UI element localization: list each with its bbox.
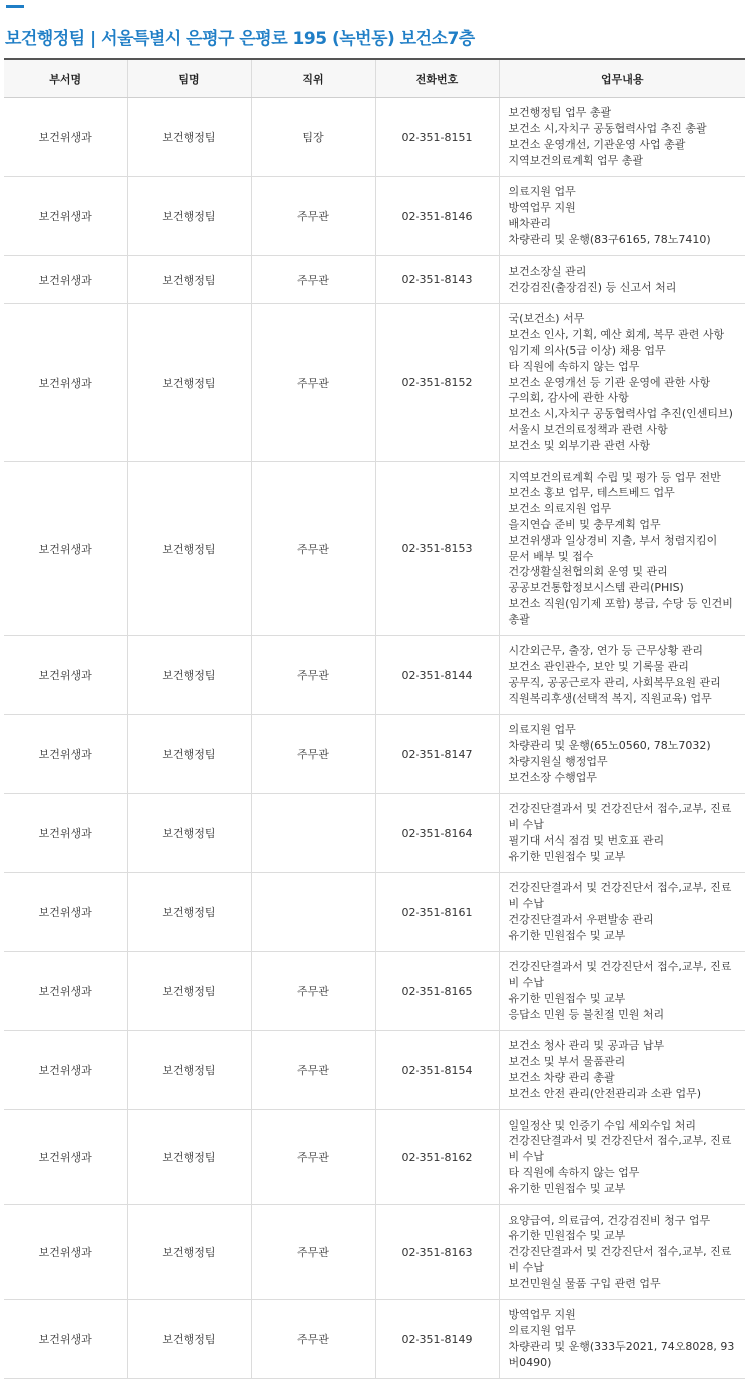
duty-line: 건강진단결과서 및 건강진단서 접수,교부, 진료비 수납	[508, 960, 732, 990]
duty-line: 공공보건통합정보시스템 관리(PHIS)	[508, 581, 684, 595]
table-row	[4, 794, 745, 873]
phone-cell: 02-351-8151	[375, 98, 499, 177]
team-cell: 보건행정팀	[127, 304, 251, 462]
position-cell: 팀장	[251, 98, 375, 177]
team-cell: 보건행정팀	[127, 1300, 251, 1379]
table-row	[4, 1300, 745, 1379]
duty-line: 문서 배부 및 접수	[508, 549, 594, 563]
duties-cell	[499, 1205, 745, 1300]
duties-cell	[499, 794, 745, 873]
duty-line: 응답소 민원 등 불친절 민원 처리	[508, 1007, 665, 1021]
table-row	[4, 256, 745, 304]
duty-line: 공무직, 공공근로자 관리, 사회복무요원 관리	[508, 676, 721, 689]
phone-cell: 02-351-8144	[375, 636, 499, 715]
team-cell: 보건행정팀	[127, 462, 251, 636]
duty-line: 유기한 민원접수 및 교부	[508, 928, 626, 942]
duty-line: 보건소 청사 관리 및 공과금 납부	[508, 1039, 665, 1053]
dept-cell: 보건위생과	[4, 304, 127, 462]
duty-line: 유기한 민원접수 및 교부	[508, 1181, 626, 1195]
phone-cell: 02-351-8154	[375, 1031, 499, 1110]
duty-line: 보건위생과 일상경비 지출, 부서 청렴지킴이	[508, 533, 718, 547]
duty-line: 보건소 인사, 기획, 예산 회계, 복무 관련 사항	[508, 328, 725, 342]
position-cell: 주무관	[251, 636, 375, 715]
duty-line: 배차관리	[508, 217, 552, 230]
table-row	[4, 1205, 745, 1300]
duty-line: 일일정산 및 인증기 수입 세외수입 처리	[508, 1118, 696, 1132]
table-row	[4, 462, 745, 636]
dept-cell: 보건위생과	[4, 1031, 127, 1110]
dept-cell: 보건위생과	[4, 1110, 127, 1205]
duty-line: 보건소 홍보 업무, 테스트베드 업무	[508, 486, 675, 500]
duty-line: 건강생활실천협의회 운영 및 관리	[508, 565, 668, 579]
duty-line: 보건소 시,자치구 공동협력사업 추진(인센티브)	[508, 407, 733, 421]
duty-line: 국(보건소) 서무	[508, 312, 585, 326]
position-cell: 주무관	[251, 1031, 375, 1110]
team-cell: 보건행정팀	[127, 1110, 251, 1205]
duty-line: 타 직원에 속하지 않는 업무	[508, 359, 640, 373]
duties-cell	[499, 256, 745, 304]
duty-line: 건강진단결과서 및 건강진단서 접수,교부, 진료비 수납	[508, 1245, 732, 1274]
dept-cell: 보건위생과	[4, 98, 127, 177]
position-cell: 주무관	[251, 177, 375, 256]
duty-line: 유기한 민원접수 및 교부	[508, 992, 626, 1005]
duty-line: 보건소 및 외부기관 관련 사항	[508, 438, 650, 452]
team-cell: 보건행정팀	[127, 1031, 251, 1110]
duty-line: 보건소 운영개선, 기관운영 사업 총괄	[508, 138, 686, 151]
duty-line: 임기제 의사(5급 이상) 채용 업무	[508, 344, 666, 357]
duty-line: 방역업무 지원	[508, 201, 576, 215]
duty-line: 보건소 시,자치구 공동협력사업 추진 총괄	[508, 122, 707, 136]
duty-line: 직원복리후생(선택적 복지, 직원교육) 업무	[508, 691, 712, 705]
duties-cell	[499, 177, 745, 256]
phone-cell: 02-351-8164	[375, 794, 499, 873]
duties-cell	[499, 873, 745, 952]
staff-table	[4, 58, 745, 1379]
duty-line: 보건소 운영개선 등 기관 운영에 관한 사항	[508, 375, 711, 389]
dept-cell: 보건위생과	[4, 1205, 127, 1300]
duty-line: 건강검진(출장검진) 등 신고서 처리	[508, 280, 677, 294]
position-cell: 주무관	[251, 952, 375, 1031]
duty-line: 보건소 의료지원 업무	[508, 502, 612, 516]
duty-line: 방역업무 지원	[508, 1308, 576, 1322]
duty-line: 건강진단결과서 및 건강진단서 접수,교부, 진료비 수납	[508, 1134, 732, 1164]
duty-line: 건강진단결과서 및 건강진단서 접수,교부, 진료비 수납	[508, 881, 732, 911]
team-cell: 보건행정팀	[127, 98, 251, 177]
table-row	[4, 1031, 745, 1110]
duty-line: 차량관리 및 운행(83구6165, 78노7410)	[508, 232, 711, 246]
duty-line: 보건소 및 부서 물품관리	[508, 1055, 626, 1069]
duty-line: 차량관리 및 운행(65노0560, 78노7032)	[508, 739, 711, 753]
duties-cell	[499, 952, 745, 1031]
duties-cell	[499, 1031, 745, 1110]
duty-line: 의료지원 업무	[508, 185, 576, 199]
phone-cell: 02-351-8143	[375, 256, 499, 304]
phone-cell: 02-351-8147	[375, 715, 499, 794]
duties-cell	[499, 462, 745, 636]
duty-line: 필기대 서식 점검 및 번호표 관리	[508, 834, 665, 847]
table-row	[4, 177, 745, 256]
position-cell	[251, 794, 375, 873]
duty-line: 보건소 안전 관리(안전관리과 소관 업무)	[508, 1086, 702, 1100]
team-cell: 보건행정팀	[127, 636, 251, 715]
duty-line: 보건소 관인관수, 보안 및 기록물 관리	[508, 660, 689, 674]
duty-line: 보건소장실 관리	[508, 264, 587, 278]
position-cell: 주무관	[251, 256, 375, 304]
phone-cell: 02-351-8165	[375, 952, 499, 1031]
duties-cell	[499, 1110, 745, 1205]
phone-cell: 02-351-8149	[375, 1300, 499, 1379]
phone-cell: 02-351-8161	[375, 873, 499, 952]
duty-line: 서울시 보건의료정책과 관련 사항	[508, 422, 668, 436]
duty-line: 타 직원에 속하지 않는 업무	[508, 1165, 640, 1179]
team-cell: 보건행정팀	[127, 794, 251, 873]
duty-line: 시간외근무, 출장, 연가 등 근무상황 관리	[508, 644, 703, 658]
duties-cell	[499, 715, 745, 794]
phone-cell: 02-351-8162	[375, 1110, 499, 1205]
table-header-row	[4, 59, 745, 98]
dept-cell: 보건위생과	[4, 636, 127, 715]
header-phone: 전화번호	[375, 59, 499, 98]
duty-line: 지역보건의료계획 업무 총괄	[508, 153, 644, 167]
team-cell: 보건행정팀	[127, 873, 251, 952]
dept-cell: 보건위생과	[4, 177, 127, 256]
dept-cell: 보건위생과	[4, 952, 127, 1031]
duties-cell	[499, 636, 745, 715]
header-duties: 업무내용	[499, 59, 745, 98]
header-position: 직위	[251, 59, 375, 98]
page-title: 보건행정팀 | 서울특별시 은평구 은평로 195 (녹번동) 보건소7층	[5, 29, 475, 50]
duty-line: 구의회, 감사에 관한 사항	[508, 391, 629, 405]
duty-line: 지역보건의료계획 수립 및 평가 등 업무 전반	[508, 470, 721, 484]
dept-cell: 보건위생과	[4, 462, 127, 636]
dept-cell: 보건위생과	[4, 873, 127, 952]
duty-line: 보건소 차량 관리 총괄	[508, 1071, 615, 1084]
header-team: 팀명	[127, 59, 251, 98]
duties-cell	[499, 1300, 745, 1379]
duty-line: 보건소장 수행업무	[508, 770, 598, 784]
team-cell: 보건행정팀	[127, 715, 251, 794]
position-cell: 주무관	[251, 1300, 375, 1379]
duty-line: 유기한 민원접수 및 교부	[508, 1229, 626, 1243]
duties-cell	[499, 98, 745, 177]
table-row	[4, 873, 745, 952]
position-cell: 주무관	[251, 462, 375, 636]
phone-cell: 02-351-8146	[375, 177, 499, 256]
team-cell: 보건행정팀	[127, 177, 251, 256]
dept-cell: 보건위생과	[4, 1300, 127, 1379]
position-cell: 주무관	[251, 304, 375, 462]
duty-line: 차량관리 및 운행(333두2021, 74오8028, 93버0490)	[508, 1340, 735, 1369]
duty-line: 차량지원실 행정업무	[508, 755, 608, 768]
phone-cell: 02-351-8152	[375, 304, 499, 462]
header-dept: 부서명	[4, 59, 127, 98]
team-cell: 보건행정팀	[127, 256, 251, 304]
position-cell	[251, 873, 375, 952]
dept-cell: 보건위생과	[4, 256, 127, 304]
table-row	[4, 98, 745, 177]
team-cell: 보건행정팀	[127, 1205, 251, 1300]
duty-line: 유기한 민원접수 및 교부	[508, 849, 626, 863]
phone-cell: 02-351-8163	[375, 1205, 499, 1300]
duty-line: 의료지원 업무	[508, 1324, 576, 1338]
dept-cell: 보건위생과	[4, 794, 127, 873]
table-row	[4, 952, 745, 1031]
duty-line: 건강진단결과서 및 건강진단서 접수,교부, 진료비 수납	[508, 802, 732, 832]
duty-line: 보건소 직원(임기제 포함) 봉급, 수당 등 인건비 총괄	[508, 596, 733, 626]
duty-line: 보건행정팀 업무 총괄	[508, 106, 612, 120]
team-cell: 보건행정팀	[127, 952, 251, 1031]
table-row	[4, 304, 745, 462]
position-cell: 주무관	[251, 1205, 375, 1300]
table-row	[4, 715, 745, 794]
duty-line: 요양급여, 의료급여, 건강검진비 청구 업무	[508, 1213, 711, 1227]
duty-line: 건강진단결과서 우편발송 관리	[508, 913, 654, 926]
table-row	[4, 636, 745, 715]
duty-line: 보건민원실 물품 구입 관련 업무	[508, 1276, 661, 1290]
dept-cell: 보건위생과	[4, 715, 127, 794]
duty-line: 의료지원 업무	[508, 723, 576, 737]
duties-cell	[499, 304, 745, 462]
position-cell: 주무관	[251, 715, 375, 794]
position-cell: 주무관	[251, 1110, 375, 1205]
phone-cell: 02-351-8153	[375, 462, 499, 636]
title-accent-bar	[6, 5, 24, 8]
duty-line: 을지연습 준비 및 충무계획 업무	[508, 517, 661, 531]
table-row	[4, 1110, 745, 1205]
staff-table-body	[4, 98, 745, 1379]
